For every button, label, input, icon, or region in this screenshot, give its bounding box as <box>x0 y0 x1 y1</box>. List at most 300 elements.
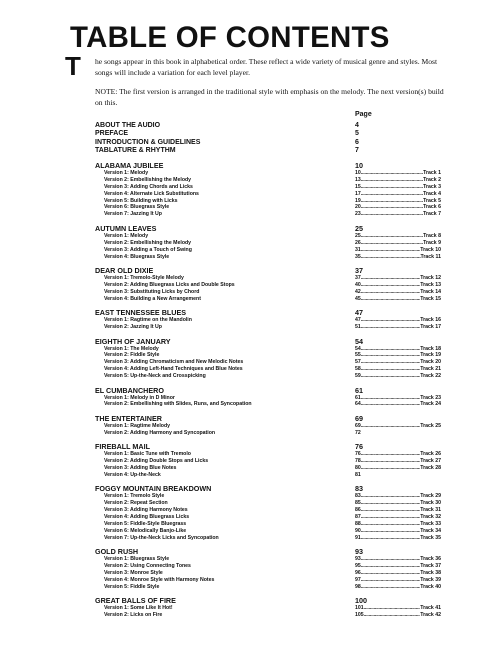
version-row <box>95 514 440 521</box>
version-label: Version 1: Melody <box>104 170 149 176</box>
version-row <box>95 296 440 303</box>
version-label: Version 7: Up-the-Neck Licks and Syncopation <box>104 534 219 541</box>
version-label: Version 1: Melody in D Minor <box>104 394 175 401</box>
version-page: 98 <box>355 583 361 590</box>
version-page: 35 <box>355 253 361 260</box>
version-label: Version 1: The Melody <box>104 345 159 352</box>
song-page: 61 <box>355 385 363 395</box>
song-heading <box>95 224 440 233</box>
song-page: 25 <box>355 223 363 233</box>
version-page: 57 <box>355 359 361 366</box>
leader-dots <box>361 346 420 353</box>
version-label: Version 4: Building a New Arrangement <box>104 295 201 302</box>
song-heading <box>95 484 440 493</box>
version-page-track <box>355 359 441 366</box>
version-page: 58 <box>355 366 361 373</box>
version-label: Version 3: Substituting Licks by Chord <box>104 288 200 295</box>
version-page-track <box>355 514 441 521</box>
version-page: 69 <box>355 422 361 429</box>
version-label: Version 1: Bluegrass Style <box>104 556 170 563</box>
version-track: Track 11 <box>420 253 441 260</box>
version-row <box>95 275 440 282</box>
version-page-track <box>355 451 441 458</box>
song-heading <box>95 266 440 275</box>
leader-dots <box>361 324 420 331</box>
song-heading <box>95 337 440 346</box>
version-page-track <box>355 211 441 218</box>
version-label: Version 1: Tremolo Style <box>104 493 165 500</box>
leader-dots <box>361 352 420 359</box>
leader-dots <box>364 612 421 619</box>
leader-dots <box>361 204 423 211</box>
song-page: 10 <box>355 161 363 170</box>
version-page: 45 <box>355 295 361 302</box>
leader-dots <box>361 177 423 184</box>
version-page-track <box>355 612 441 619</box>
version-page-track <box>355 535 441 542</box>
version-page: 91 <box>355 534 361 541</box>
leader-dots <box>361 198 423 205</box>
song-section <box>95 266 440 303</box>
leader-dots <box>361 211 423 218</box>
version-track: Track 3 <box>423 183 441 190</box>
leader-dots <box>361 359 420 366</box>
version-label: Version 2: Jazzing It Up <box>104 324 162 331</box>
version-page: 59 <box>355 373 361 380</box>
song-section <box>95 308 440 331</box>
intro-paragraph-1 <box>65 51 450 81</box>
version-row <box>95 570 440 577</box>
version-page-track <box>355 184 441 191</box>
song-page: 100 <box>355 596 367 606</box>
leader-dots <box>364 605 421 612</box>
leader-dots <box>361 401 420 408</box>
version-track: Track 1 <box>423 170 441 176</box>
song-heading <box>95 414 440 423</box>
leader-dots <box>361 514 420 521</box>
version-track: Track 29 <box>420 493 441 500</box>
version-label: Version 1: Some Like It Hot! <box>104 605 173 612</box>
version-row <box>95 352 440 359</box>
song-section <box>95 224 440 261</box>
version-label: Version 3: Adding a Touch of Swing <box>104 246 192 253</box>
leader-dots <box>361 563 420 570</box>
version-page: 31 <box>355 246 361 253</box>
leader-dots <box>361 500 420 507</box>
version-label: Version 6: Melodically Banjo-Like <box>104 527 187 534</box>
version-row <box>95 577 440 584</box>
version-row <box>95 254 440 261</box>
leader-dots <box>361 275 420 282</box>
version-label: Version 6: Bluegrass Style <box>104 204 170 211</box>
version-label: Version 5: Building with Licks <box>104 197 178 204</box>
song-title: THE ENTERTAINER <box>95 413 162 423</box>
version-label: Version 2: Licks on Fire <box>104 612 163 619</box>
version-page-track <box>355 556 441 563</box>
version-page: 23 <box>355 211 361 218</box>
version-row <box>95 535 440 542</box>
version-row <box>95 359 440 366</box>
song-title: ALABAMA JUBILEE <box>95 161 164 170</box>
leader-dots <box>361 247 420 254</box>
version-label: Version 4: Alternate Lick Substitutions <box>104 190 199 197</box>
front-matter-page: 6 <box>355 138 359 146</box>
version-track: Track 22 <box>420 373 441 380</box>
leader-dots <box>361 458 420 465</box>
song-heading <box>95 442 440 451</box>
version-page: 83 <box>355 493 361 500</box>
version-label: Version 1: Basic Tune with Tremolo <box>104 451 191 458</box>
version-label: Version 2: Fiddle Style <box>104 352 160 359</box>
version-label: Version 3: Monroe Style <box>104 570 163 577</box>
version-page-track <box>355 465 441 472</box>
version-page: 88 <box>355 521 361 528</box>
version-page-track <box>355 493 441 500</box>
version-track: Track 4 <box>423 190 441 197</box>
version-page-track <box>355 472 441 479</box>
version-page: 25 <box>355 232 361 239</box>
song-page: 93 <box>355 547 363 557</box>
version-row <box>95 521 440 528</box>
leader-dots <box>361 240 423 247</box>
song-title: EL CUMBANCHERO <box>95 385 164 395</box>
front-matter-item <box>95 147 375 155</box>
version-page-track <box>355 584 441 591</box>
version-track: Track 27 <box>420 458 441 465</box>
version-page: 101 <box>355 605 364 612</box>
version-row <box>95 500 440 507</box>
version-label: Version 1: Ragtime Melody <box>104 422 171 429</box>
version-page: 19 <box>355 197 361 204</box>
version-label: Version 2: Adding Double Stops and Licks <box>104 458 209 465</box>
version-label: Version 2: Repeat Section <box>104 500 168 507</box>
version-page: 55 <box>355 352 361 359</box>
version-track: Track 20 <box>420 359 441 366</box>
version-label: Version 4: Bluegrass Style <box>104 253 170 260</box>
version-label: Version 5: Up-the-Neck and Crosspicking <box>104 373 206 380</box>
front-matter-title: ABOUT THE AUDIO <box>95 122 161 129</box>
version-page: 26 <box>355 239 361 246</box>
version-page: 93 <box>355 556 361 563</box>
song-section <box>95 386 440 409</box>
version-page: 87 <box>355 514 361 521</box>
version-label: Version 4: Adding Bluegrass Licks <box>104 514 190 521</box>
front-matter-page: 4 <box>355 122 359 129</box>
front-matter-title: INTRODUCTION & GUIDELINES <box>95 138 201 146</box>
song-list <box>95 161 440 625</box>
version-row <box>95 282 440 289</box>
version-page-track <box>355 352 441 359</box>
version-label: Version 2: Adding Bluegrass Licks and Double Stops <box>104 281 235 288</box>
version-label: Version 3: Adding Blue Notes <box>104 465 177 472</box>
version-page-track <box>355 254 441 261</box>
leader-dots <box>361 556 420 563</box>
song-section <box>95 337 440 380</box>
version-row <box>95 240 440 247</box>
song-section <box>95 484 440 541</box>
version-label: Version 2: Using Connecting Tones <box>104 563 191 570</box>
front-matter-item <box>95 130 375 138</box>
version-row <box>95 317 440 324</box>
version-row <box>95 493 440 500</box>
version-page: 81 <box>355 471 361 478</box>
front-matter-title: TABLATURE & RHYTHM <box>95 147 176 155</box>
version-page-track <box>355 247 441 254</box>
song-section <box>95 161 440 218</box>
version-page-track <box>355 605 441 612</box>
version-track: Track 13 <box>420 281 441 288</box>
version-page: 13 <box>355 176 361 183</box>
leader-dots <box>361 535 420 542</box>
version-track: Track 25 <box>420 422 441 429</box>
leader-dots <box>361 451 420 458</box>
song-page: 47 <box>355 308 363 318</box>
version-row <box>95 395 440 402</box>
version-label: Version 3: Adding Chromaticism and New Melodic Notes <box>104 359 244 366</box>
front-matter-item <box>95 139 375 147</box>
version-page-track <box>355 458 441 465</box>
version-row <box>95 563 440 570</box>
version-track: Track 37 <box>420 563 441 570</box>
version-label: Version 3: Adding Chords and Licks <box>104 183 193 190</box>
song-heading <box>95 596 440 605</box>
version-row <box>95 324 440 331</box>
version-page-track <box>355 317 441 324</box>
song-title: EIGHTH OF JANUARY <box>95 336 171 346</box>
version-track: Track 9 <box>423 239 441 246</box>
song-page: 83 <box>355 484 363 494</box>
song-section <box>95 596 440 619</box>
song-page: 76 <box>355 442 363 452</box>
intro-text <box>65 51 450 117</box>
version-page: 54 <box>355 345 361 352</box>
version-page: 64 <box>355 401 361 408</box>
version-page-track <box>355 240 441 247</box>
version-page-track <box>355 528 441 535</box>
version-row <box>95 507 440 514</box>
version-track: Track 26 <box>420 451 441 458</box>
version-page: 37 <box>355 274 361 281</box>
version-track: Track 23 <box>420 394 441 401</box>
version-label: Version 3: Adding Harmony Notes <box>104 507 188 514</box>
version-label: Version 1: Ragtime on the Mandolin <box>104 317 192 324</box>
version-label: Version 4: Adding Left-Hand Techniques and Blue Notes <box>104 366 243 373</box>
front-matter-item <box>95 122 375 130</box>
version-row <box>95 289 440 296</box>
front-matter-list <box>95 122 375 156</box>
leader-dots <box>361 507 420 514</box>
version-page-track <box>355 346 441 353</box>
version-page: 97 <box>355 576 361 583</box>
leader-dots <box>361 170 423 177</box>
version-label: Version 2: Embellishing the Melody <box>104 239 192 246</box>
leader-dots <box>361 282 420 289</box>
version-page-track <box>355 395 441 402</box>
version-track: Track 30 <box>420 500 441 507</box>
song-section <box>95 547 440 590</box>
leader-dots <box>361 465 420 472</box>
version-label: Version 1: Tremolo-Style Melody <box>104 274 184 281</box>
song-heading <box>95 386 440 395</box>
version-label: Version 2: Embellishing the Melody <box>104 176 192 183</box>
version-track: Track 14 <box>420 288 441 295</box>
leader-dots <box>361 584 420 591</box>
leader-dots <box>361 577 420 584</box>
version-track: Track 31 <box>420 507 441 514</box>
version-page: 78 <box>355 458 361 465</box>
leader-dots <box>361 521 420 528</box>
leader-dots <box>361 366 420 373</box>
song-heading <box>95 547 440 556</box>
intro-paragraph-1-text: he songs appear in this book in alphabetical order. These reflect a wide variety of musical genre and styles. Most songs will include a variation for each level player. <box>95 57 438 77</box>
version-page-track <box>355 430 441 437</box>
version-row <box>95 401 440 408</box>
song-heading <box>95 308 440 317</box>
version-track: Track 28 <box>420 465 441 472</box>
leader-dots <box>361 184 423 191</box>
song-title: DEAR OLD DIXIE <box>95 265 154 275</box>
version-row <box>95 451 440 458</box>
front-matter-title: PREFACE <box>95 130 129 138</box>
version-page-track <box>355 521 441 528</box>
front-matter-page: 5 <box>355 130 359 138</box>
version-track: Track 42 <box>420 612 441 619</box>
leader-dots <box>361 528 420 535</box>
version-row <box>95 346 440 353</box>
version-row <box>95 556 440 563</box>
version-track: Track 40 <box>420 583 441 590</box>
version-page: 96 <box>355 570 361 577</box>
song-section <box>95 414 440 437</box>
version-row <box>95 373 440 380</box>
version-page: 51 <box>355 324 361 331</box>
version-page-track <box>355 570 441 577</box>
version-page-track <box>355 324 441 331</box>
version-page-track <box>355 563 441 570</box>
version-page: 90 <box>355 527 361 534</box>
version-row <box>95 430 440 437</box>
version-row <box>95 184 440 191</box>
version-page-track <box>355 373 441 380</box>
song-title: AUTUMN LEAVES <box>95 223 157 233</box>
version-page-track <box>355 198 441 205</box>
front-matter-page: 7 <box>355 147 359 155</box>
version-page: 10 <box>355 170 361 176</box>
version-label: Version 4: Up-the-Neck <box>104 471 161 478</box>
version-page: 42 <box>355 288 361 295</box>
version-track: Track 39 <box>420 576 441 583</box>
version-row <box>95 584 440 591</box>
version-page: 72 <box>355 429 361 436</box>
version-page: 40 <box>355 281 361 288</box>
version-page: 86 <box>355 507 361 514</box>
version-track: Track 18 <box>420 345 441 352</box>
version-track: Track 16 <box>420 317 441 324</box>
version-row <box>95 612 440 619</box>
version-page-track <box>355 401 441 408</box>
version-track: Track 41 <box>420 605 441 612</box>
leader-dots <box>361 317 420 324</box>
song-page: 37 <box>355 265 363 275</box>
version-row <box>95 177 440 184</box>
version-track: Track 2 <box>423 176 441 183</box>
leader-dots <box>361 289 420 296</box>
version-track: Track 10 <box>420 246 441 253</box>
version-page-track <box>355 275 441 282</box>
version-label: Version 2: Embellishing with Slides, Runs, and Syncopation <box>104 401 252 408</box>
version-track: Track 21 <box>420 366 441 373</box>
version-row <box>95 528 440 535</box>
version-label: Version 7: Jazzing It Up <box>104 211 162 218</box>
version-track: Track 19 <box>420 352 441 359</box>
version-page: 85 <box>355 500 361 507</box>
version-track: Track 32 <box>420 514 441 521</box>
version-row <box>95 191 440 198</box>
version-page: 61 <box>355 394 361 401</box>
version-track: Track 5 <box>423 197 441 204</box>
leader-dots <box>361 254 421 261</box>
version-track: Track 15 <box>420 295 441 302</box>
version-row <box>95 472 440 479</box>
leader-dots <box>361 570 420 577</box>
version-page-track <box>355 289 441 296</box>
leader-dots <box>361 191 423 198</box>
version-page: 47 <box>355 317 361 324</box>
version-page: 17 <box>355 190 361 197</box>
version-track: Track 35 <box>420 534 441 541</box>
song-page: 54 <box>355 336 363 346</box>
version-page-track <box>355 170 441 177</box>
version-row <box>95 423 440 430</box>
version-row <box>95 605 440 612</box>
version-track: Track 38 <box>420 570 441 577</box>
version-row <box>95 211 440 218</box>
leader-dots <box>361 233 423 240</box>
version-row <box>95 247 440 254</box>
version-row <box>95 198 440 205</box>
version-page-track <box>355 500 441 507</box>
song-heading <box>95 161 440 170</box>
version-track: Track 34 <box>420 527 441 534</box>
version-track: Track 8 <box>423 232 441 239</box>
version-row <box>95 458 440 465</box>
song-page: 69 <box>355 413 363 423</box>
leader-dots <box>361 423 420 430</box>
song-title: GREAT BALLS OF FIRE <box>95 596 176 606</box>
version-track: Track 7 <box>423 211 441 218</box>
song-title: GOLD RUSH <box>95 547 139 557</box>
song-title: FOGGY MOUNTAIN BREAKDOWN <box>95 484 212 494</box>
version-label: Version 4: Monroe Style with Harmony Notes <box>104 576 215 583</box>
page-column-header: Page <box>355 111 372 118</box>
song-section <box>95 442 440 479</box>
version-page-track <box>355 177 441 184</box>
version-page-track <box>355 282 441 289</box>
leader-dots <box>361 493 420 500</box>
version-page-track <box>355 191 441 198</box>
version-page-track <box>355 233 441 240</box>
version-page: 105 <box>355 612 364 619</box>
version-track: Track 6 <box>423 204 441 211</box>
version-track: Track 17 <box>420 324 441 331</box>
version-row <box>95 366 440 373</box>
leader-dots <box>361 296 420 303</box>
version-page: 80 <box>355 465 361 472</box>
song-title: EAST TENNESSEE BLUES <box>95 308 187 318</box>
version-page-track <box>355 423 441 430</box>
version-page: 15 <box>355 183 361 190</box>
drop-cap: T <box>65 51 81 81</box>
